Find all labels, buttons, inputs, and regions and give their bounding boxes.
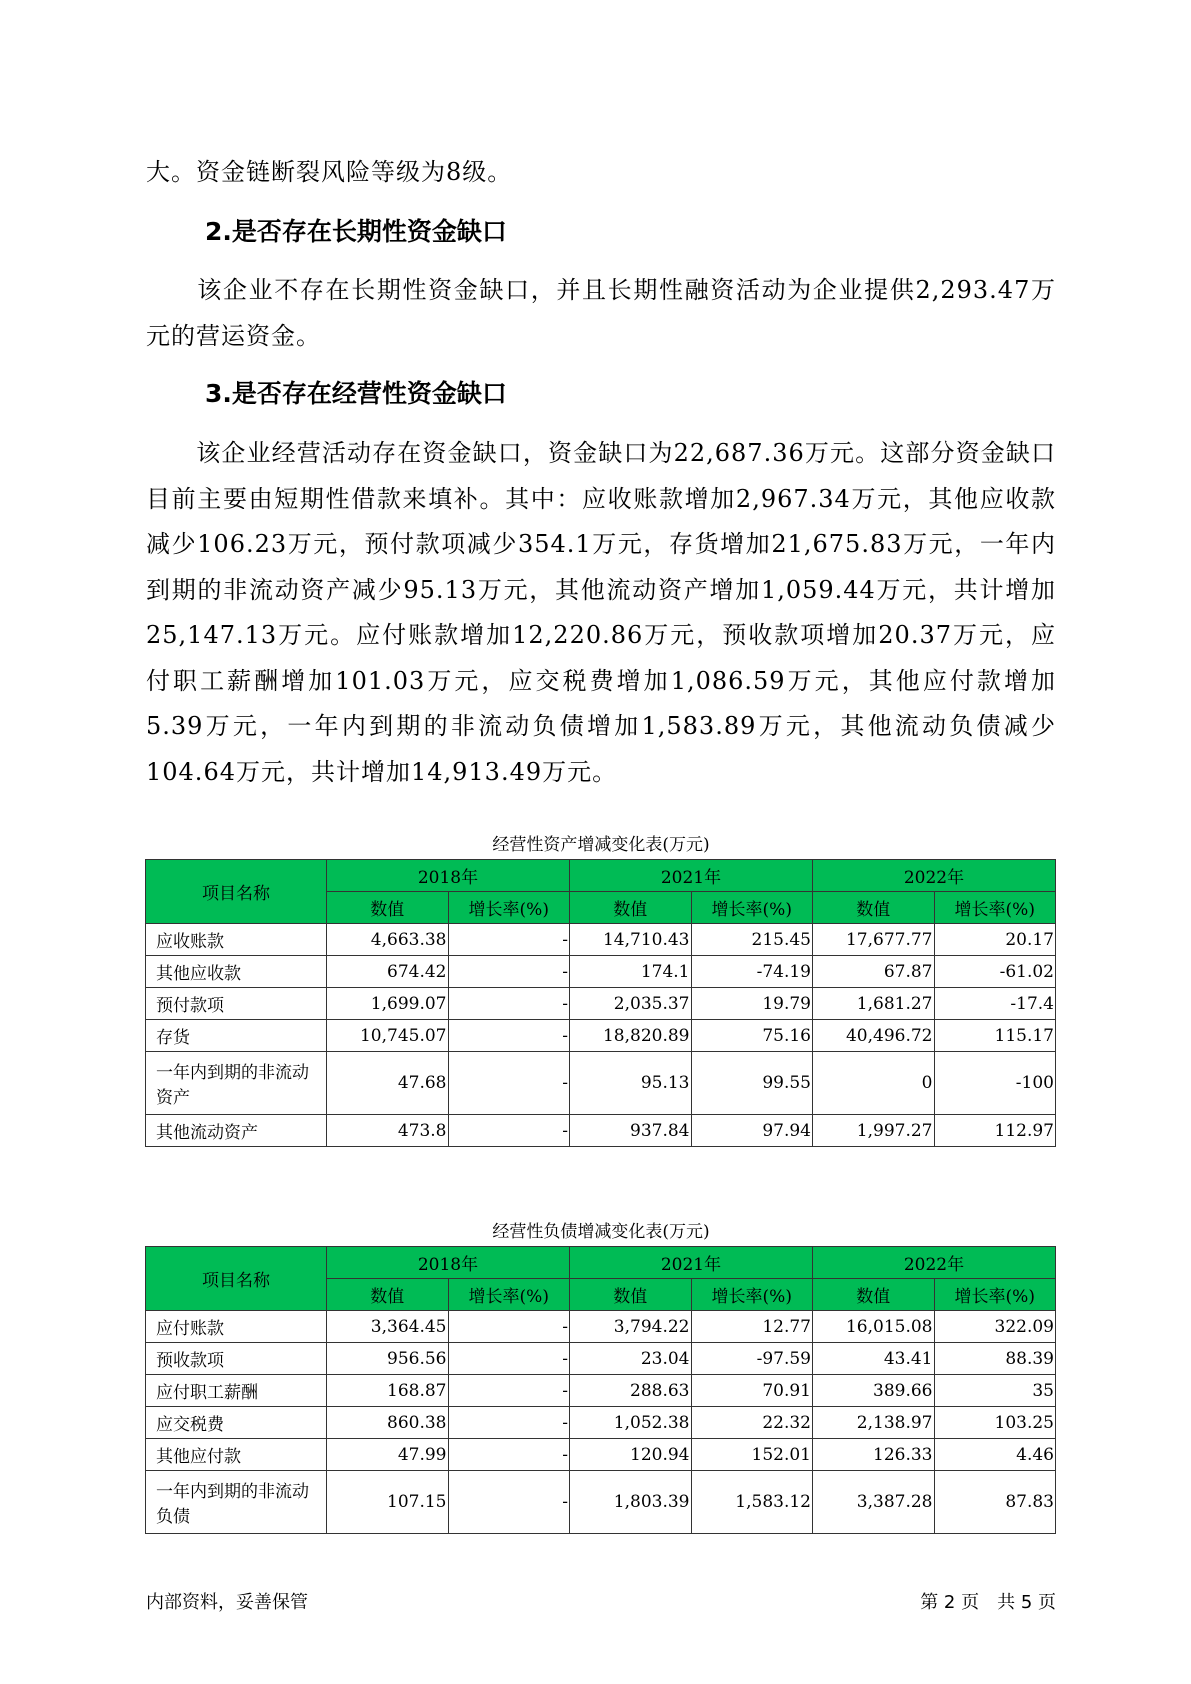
row-label: 预收款项 bbox=[146, 1343, 327, 1375]
cell-value: - bbox=[448, 988, 570, 1020]
cell-value: 4.46 bbox=[934, 1439, 1056, 1471]
row-label: 其他应收款 bbox=[146, 956, 327, 988]
cell-value: 16,015.08 bbox=[813, 1311, 935, 1343]
cell-value: 3,794.22 bbox=[570, 1311, 692, 1343]
paragraph: 该企业经营活动存在资金缺口，资金缺口为22,687.36万元。这部分资金缺口目前主要由短期性借款来填补。其中：应收账款增加2,967.34万元，其他应收款减少106.23万元，预付款项减少354.1万元，存货增加21,675.83万元，一年内到期的非流动资产减少95.13万元，其他流动资产增加1,059.44万元，共计增加25,147.13万元。应付账款增加12,220.86万元，预收款项增加20.37万元，应付职工薪酬增加101.03万元，应交税费增加1,086.59万元，其他应付款增加5.39万元，一年内到期的非流动负债增加1,583.89万元，其他流动负债减少104.64万元，共计增加14,913.49万元。 bbox=[146, 439, 1056, 786]
header-year: 2022年 bbox=[813, 860, 1056, 892]
cell-value: 1,803.39 bbox=[570, 1471, 692, 1534]
cell-value: 67.87 bbox=[813, 956, 935, 988]
row-label: 其他应付款 bbox=[146, 1439, 327, 1471]
table-caption: 经营性负债增减变化表(万元) bbox=[492, 1222, 710, 1242]
cell-value: - bbox=[448, 956, 570, 988]
table-row bbox=[146, 1407, 1056, 1439]
cell-value: 40,496.72 bbox=[813, 1020, 935, 1052]
cell-value: 322.09 bbox=[934, 1311, 1056, 1343]
cell-value: 288.63 bbox=[570, 1375, 692, 1407]
header-value: 数值 bbox=[327, 892, 449, 924]
header-rate: 增长率(%) bbox=[448, 1279, 570, 1311]
row-label: 应付账款 bbox=[146, 1311, 327, 1343]
table-caption: 经营性资产增减变化表(万元) bbox=[492, 835, 710, 855]
cell-value: 70.91 bbox=[691, 1375, 813, 1407]
cell-value: 47.68 bbox=[327, 1052, 449, 1115]
cell-value: 23.04 bbox=[570, 1343, 692, 1375]
cell-value: 168.87 bbox=[327, 1375, 449, 1407]
cell-value: 20.17 bbox=[934, 924, 1056, 956]
row-label: 其他流动资产 bbox=[146, 1115, 327, 1147]
table-row bbox=[146, 1115, 1056, 1147]
cell-value: 88.39 bbox=[934, 1343, 1056, 1375]
cell-value: - bbox=[448, 1439, 570, 1471]
cell-value: 674.42 bbox=[327, 956, 449, 988]
cell-value: 2,138.97 bbox=[813, 1407, 935, 1439]
row-label: 应交税费 bbox=[146, 1407, 327, 1439]
cell-value: - bbox=[448, 924, 570, 956]
table-row bbox=[146, 924, 1056, 956]
footer-note: 内部资料，妥善保管 bbox=[146, 1592, 308, 1613]
cell-value: - bbox=[448, 1471, 570, 1534]
row-label: 应收账款 bbox=[146, 924, 327, 956]
cell-value: 22.32 bbox=[691, 1407, 813, 1439]
header-rate: 增长率(%) bbox=[448, 892, 570, 924]
cell-value: 103.25 bbox=[934, 1407, 1056, 1439]
page-number: 第 2 页 共 5 页 bbox=[920, 1592, 1056, 1613]
cell-value: - bbox=[448, 1407, 570, 1439]
cell-value: 97.94 bbox=[691, 1115, 813, 1147]
cell-value: 2,035.37 bbox=[570, 988, 692, 1020]
header-rate: 增长率(%) bbox=[934, 1279, 1056, 1311]
cell-value: 87.83 bbox=[934, 1471, 1056, 1534]
cell-value: 17,677.77 bbox=[813, 924, 935, 956]
cell-value: 1,699.07 bbox=[327, 988, 449, 1020]
cell-value: 1,997.27 bbox=[813, 1115, 935, 1147]
cell-value: 1,583.12 bbox=[691, 1471, 813, 1534]
header-name: 项目名称 bbox=[146, 1247, 327, 1311]
cell-value: 107.15 bbox=[327, 1471, 449, 1534]
cell-value: - bbox=[448, 1052, 570, 1115]
paragraph: 大。资金链断裂风险等级为8级。 bbox=[146, 158, 513, 186]
cell-value: - bbox=[448, 1311, 570, 1343]
table-row bbox=[146, 1052, 1056, 1115]
cell-value: 18,820.89 bbox=[570, 1020, 692, 1052]
cell-value: 4,663.38 bbox=[327, 924, 449, 956]
cell-value: 174.1 bbox=[570, 956, 692, 988]
cell-value: 10,745.07 bbox=[327, 1020, 449, 1052]
cell-value: 99.55 bbox=[691, 1052, 813, 1115]
row-label: 应付职工薪酬 bbox=[146, 1375, 327, 1407]
cell-value: - bbox=[448, 1020, 570, 1052]
header-name: 项目名称 bbox=[146, 860, 327, 924]
cell-value: 473.8 bbox=[327, 1115, 449, 1147]
table-row bbox=[146, 1375, 1056, 1407]
header-rate: 增长率(%) bbox=[934, 892, 1056, 924]
cell-value: -74.19 bbox=[691, 956, 813, 988]
cell-value: - bbox=[448, 1375, 570, 1407]
cell-value: 3,387.28 bbox=[813, 1471, 935, 1534]
cell-value: 112.97 bbox=[934, 1115, 1056, 1147]
cell-value: 43.41 bbox=[813, 1343, 935, 1375]
section-heading: 3.是否存在经营性资金缺口 bbox=[205, 379, 507, 408]
cell-value: -61.02 bbox=[934, 956, 1056, 988]
cell-value: 1,052.38 bbox=[570, 1407, 692, 1439]
table-row bbox=[146, 1020, 1056, 1052]
cell-value: 19.79 bbox=[691, 988, 813, 1020]
cell-value: 937.84 bbox=[570, 1115, 692, 1147]
cell-value: 95.13 bbox=[570, 1052, 692, 1115]
cell-value: 860.38 bbox=[327, 1407, 449, 1439]
header-value: 数值 bbox=[570, 892, 692, 924]
section-heading: 2.是否存在长期性资金缺口 bbox=[205, 217, 507, 246]
cell-value: -17.4 bbox=[934, 988, 1056, 1020]
header-year: 2022年 bbox=[813, 1247, 1056, 1279]
cell-value: 35 bbox=[934, 1375, 1056, 1407]
cell-value: 120.94 bbox=[570, 1439, 692, 1471]
cell-value: 1,681.27 bbox=[813, 988, 935, 1020]
cell-value: 152.01 bbox=[691, 1439, 813, 1471]
header-year: 2018年 bbox=[327, 860, 570, 892]
header-value: 数值 bbox=[813, 1279, 935, 1311]
table-row bbox=[146, 1471, 1056, 1534]
cell-value: 115.17 bbox=[934, 1020, 1056, 1052]
header-value: 数值 bbox=[570, 1279, 692, 1311]
table-row bbox=[146, 1343, 1056, 1375]
header-value: 数值 bbox=[327, 1279, 449, 1311]
header-rate: 增长率(%) bbox=[691, 892, 813, 924]
row-label: 存货 bbox=[146, 1020, 327, 1052]
paragraph: 该企业不存在长期性资金缺口，并且长期性融资活动为企业提供2,293.47万元的营运资金。 bbox=[146, 276, 1056, 350]
header-year: 2018年 bbox=[327, 1247, 570, 1279]
cell-value: - bbox=[448, 1115, 570, 1147]
cell-value: 389.66 bbox=[813, 1375, 935, 1407]
header-value: 数值 bbox=[813, 892, 935, 924]
table-row bbox=[146, 956, 1056, 988]
row-label: 预付款项 bbox=[146, 988, 327, 1020]
cell-value: 12.77 bbox=[691, 1311, 813, 1343]
cell-value: - bbox=[448, 1343, 570, 1375]
cell-value: 0 bbox=[813, 1052, 935, 1115]
cell-value: 956.56 bbox=[327, 1343, 449, 1375]
row-label: 一年内到期的非流动资产 bbox=[146, 1052, 327, 1115]
row-label: 一年内到期的非流动负债 bbox=[146, 1471, 327, 1534]
cell-value: -100 bbox=[934, 1052, 1056, 1115]
table-row bbox=[146, 988, 1056, 1020]
assets-table bbox=[145, 859, 1056, 1147]
table-row bbox=[146, 1311, 1056, 1343]
cell-value: 126.33 bbox=[813, 1439, 935, 1471]
header-year: 2021年 bbox=[570, 1247, 813, 1279]
liabilities-table bbox=[145, 1246, 1056, 1534]
table-row bbox=[146, 1439, 1056, 1471]
cell-value: 14,710.43 bbox=[570, 924, 692, 956]
cell-value: 75.16 bbox=[691, 1020, 813, 1052]
cell-value: 3,364.45 bbox=[327, 1311, 449, 1343]
cell-value: -97.59 bbox=[691, 1343, 813, 1375]
cell-value: 215.45 bbox=[691, 924, 813, 956]
cell-value: 47.99 bbox=[327, 1439, 449, 1471]
header-year: 2021年 bbox=[570, 860, 813, 892]
header-rate: 增长率(%) bbox=[691, 1279, 813, 1311]
